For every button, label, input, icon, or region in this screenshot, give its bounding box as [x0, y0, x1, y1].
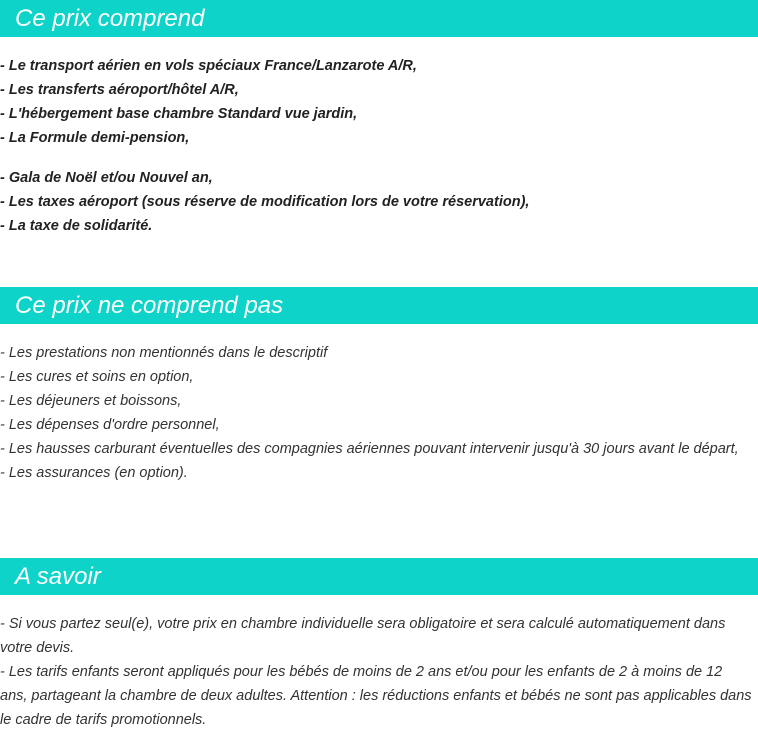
list-item: - Les prestations non mentionnés dans le descriptif — [0, 345, 328, 361]
info-paragraph: - Si vous partez seul(e), votre prix en chambre individuelle sera obligatoire et sera calculé automatiquement dans votre devis. — [0, 616, 726, 656]
list-item: - L'hébergement base chambre Standard vue jardin, — [0, 106, 358, 122]
section-title: Ce prix ne comprend pas — [15, 292, 284, 319]
section-header-not-included — [0, 287, 758, 324]
list-item: - Les hausses carburant éventuelles des compagnies aériennes pouvant intervenir jusqu'à 30 jours avant le départ, — [0, 441, 739, 457]
info-paragraph: - Les tarifs enfants seront appliqués pour les bébés de moins de 2 ans et/ou pour les enfants de 2 à moins de 12 ans, partageant la chambre de deux adultes. Attention : les réductions enfants et bébés ne sont pas applicables dans le cadre de tarifs promotionnels. — [0, 664, 752, 728]
list-item: - Les assurances (en option). — [0, 465, 188, 481]
list-item: - Gala de Noël et/ou Nouvel an, — [0, 170, 213, 186]
list-item: - Les taxes aéroport (sous réserve de modification lors de votre réservation), — [0, 194, 530, 210]
section-title: A savoir — [15, 563, 101, 590]
section-header-included — [0, 0, 758, 37]
list-item: - Les transferts aéroport/hôtel A/R, — [0, 82, 239, 98]
list-item: - Les déjeuners et boissons, — [0, 393, 182, 409]
list-item: - La Formule demi-pension, — [0, 130, 190, 146]
list-item: - Le transport aérien en vols spéciaux France/Lanzarote A/R, — [0, 58, 417, 74]
section-header-good-to-know — [0, 558, 758, 595]
list-item: - Les cures et soins en option, — [0, 369, 194, 385]
section-title: Ce prix comprend — [15, 5, 205, 32]
list-item: - Les dépenses d'ordre personnel, — [0, 417, 220, 433]
list-item: - La taxe de solidarité. — [0, 218, 153, 234]
